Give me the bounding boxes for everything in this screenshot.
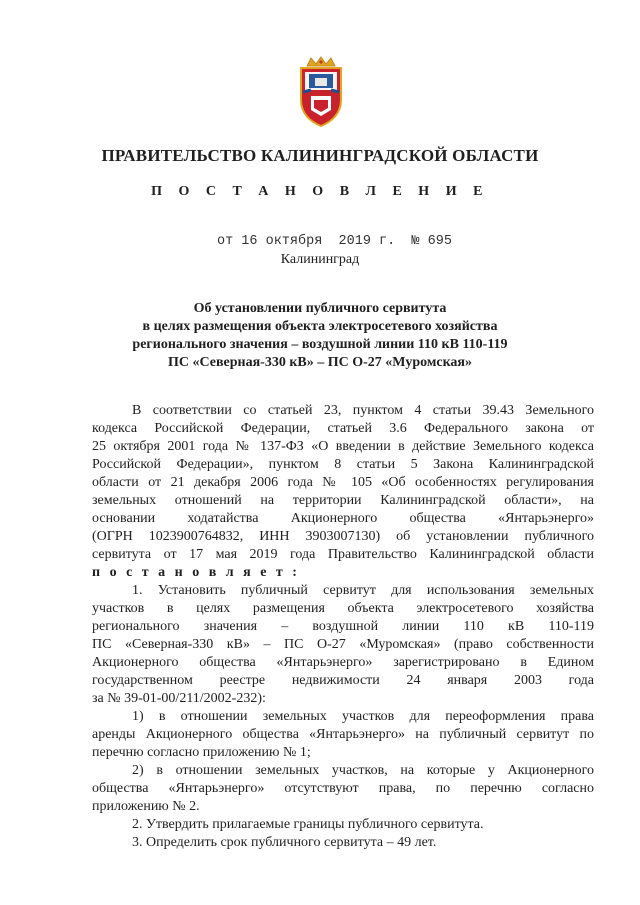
subject-line: Об установлении публичного сервитута bbox=[193, 301, 447, 316]
preamble-line: сервитута от 17 мая 2019 года Правительство Калининградской области bbox=[92, 547, 594, 562]
preamble-line: области от 21 декабря 2006 года № 105 «Об особенностях регулирования bbox=[92, 475, 594, 490]
item-3-line: 3. Определить срок публичного сервитута – 49 лет. bbox=[132, 835, 437, 850]
item-1-line: государственном реестре недвижимости 24 января 2003 года bbox=[92, 673, 594, 688]
item-2-paragraph bbox=[92, 816, 594, 834]
preamble-line: кодекса Российской Федерации, статьей 3.6 Федерального закона от bbox=[92, 421, 594, 436]
item-3-paragraph bbox=[92, 834, 594, 852]
subject-line: регионального значения – воздушной линии 110 кВ 110-119 bbox=[132, 337, 508, 352]
document-body bbox=[92, 402, 594, 852]
item-1-line: 1. Установить публичный сервитут для использования земельных bbox=[132, 583, 594, 598]
preamble-line: Российской Федерации», пунктом 8 статьи 5 Закона Калининградской bbox=[92, 457, 594, 472]
preamble-line: В соответствии со статьей 23, пунктом 4 статьи 39.43 Земельного bbox=[132, 403, 594, 418]
preamble-line: (ОГРН 1023900764832, ИНН 3903007130) об установлении публичного bbox=[92, 529, 594, 544]
item-1-1-line: 1) в отношении земельных участков для переоформления права bbox=[132, 709, 594, 724]
decree-word: п о с т а н о в л я е т : bbox=[92, 565, 300, 580]
item-1-2-line: приложению № 2. bbox=[92, 799, 200, 814]
item-1-line: за № 39-01-00/211/2002-232): bbox=[92, 691, 266, 706]
item-1-2-line: 2) в отношении земельных участков, на которые у Акционерного bbox=[132, 763, 594, 778]
preamble-line: основании ходатайства Акционерного общества «Янтарьэнерго» bbox=[92, 511, 594, 526]
document-type: П О С Т А Н О В Л Е Н И Е bbox=[151, 184, 489, 199]
item-1-1-paragraph bbox=[92, 708, 594, 762]
item-1-1-line: перечню согласно приложению № 1; bbox=[92, 745, 311, 760]
item-1-2-paragraph bbox=[92, 762, 594, 816]
document-date-number: от 16 октября 2019 г. № 695 bbox=[217, 234, 452, 249]
item-1-1-line: аренды Акционерного общества «Янтарьэнерго» на публичный сервитут по bbox=[92, 727, 594, 742]
preamble-line: 25 октября 2001 года № 137-ФЗ «О введении в действие Земельного кодекса bbox=[92, 439, 594, 454]
item-2-line: 2. Утвердить прилагаемые границы публичного сервитута. bbox=[132, 817, 484, 832]
document-subject bbox=[100, 300, 540, 372]
item-1-line: участков в целях размещения объекта электросетевого хозяйства bbox=[92, 601, 594, 616]
item-1-line: регионального значения – воздушной линии 110 кВ 110-119 bbox=[92, 619, 594, 634]
item-1-paragraph bbox=[92, 582, 594, 708]
item-1-line: Акционерного общества «Янтарьэнерго» зарегистрировано в Едином bbox=[92, 655, 594, 670]
preamble-paragraph bbox=[92, 402, 594, 582]
government-title: ПРАВИТЕЛЬСТВО КАЛИНИНГРАДСКОЙ ОБЛАСТИ bbox=[101, 146, 539, 165]
item-1-line: ПС «Северная-330 кВ» – ПС О-27 «Муромская» (право собственности bbox=[92, 637, 594, 652]
coat-of-arms-emblem bbox=[297, 56, 345, 128]
preamble-line: земельных отношений на территории Калининградской области», на bbox=[92, 493, 594, 508]
document-city: Калининград bbox=[280, 252, 360, 267]
subject-line: ПС «Северная-330 кВ» – ПС О-27 «Муромская» bbox=[167, 355, 473, 370]
subject-line: в целях размещения объекта электросетевого хозяйства bbox=[142, 319, 498, 334]
item-1-2-line: общества «Янтарьэнерго» отсутствуют права, по перечню согласно bbox=[92, 781, 594, 796]
